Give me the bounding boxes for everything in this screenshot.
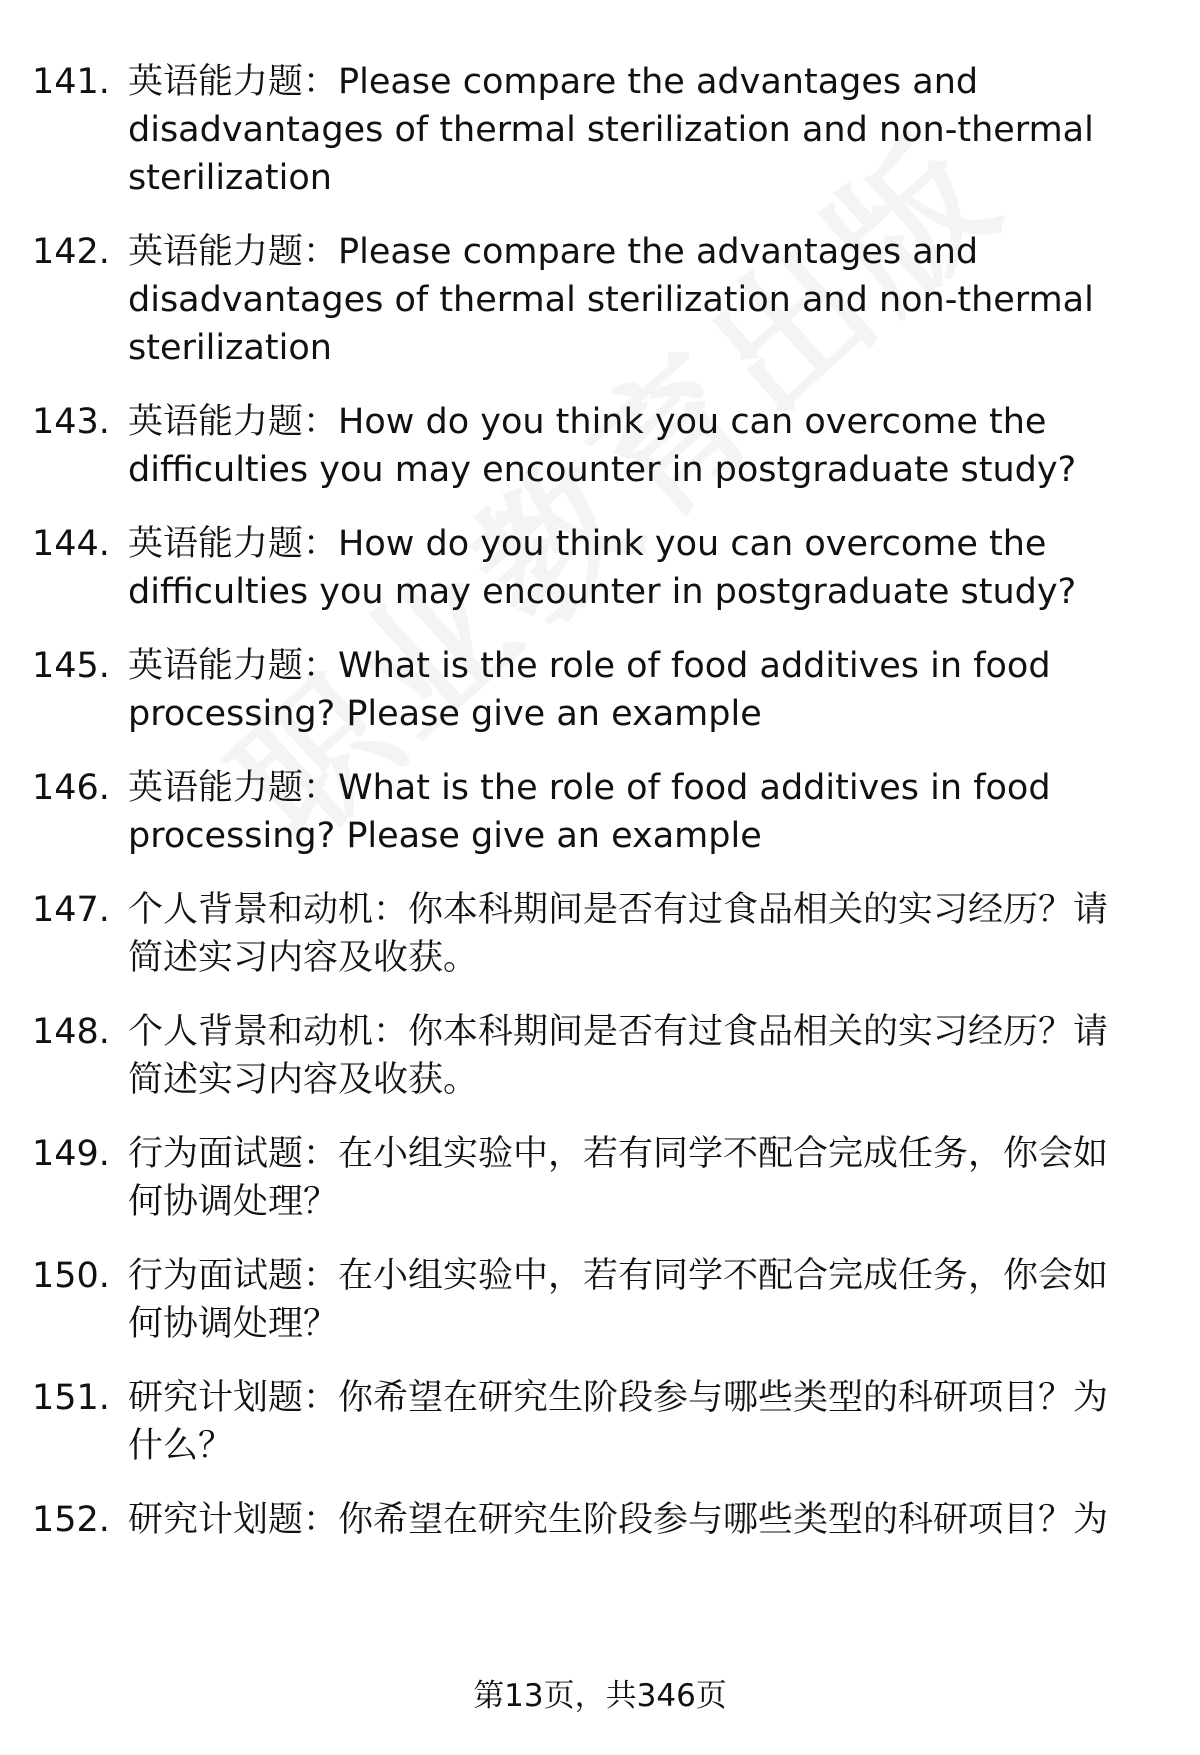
question-number: 148. — [32, 1012, 110, 1052]
question-item — [0, 228, 1200, 372]
question-text: 行为面试题：在小组实验中，若有同学不配合完成任务，你会如 何协调处理？ — [128, 1134, 1109, 1222]
question-item — [0, 520, 1200, 616]
question-number: 151. — [32, 1378, 110, 1418]
question-text: 英语能力题：Please compare the advantages and disadvantages of thermal sterilization and non-thermal sterilization — [128, 232, 1094, 368]
question-number: 144. — [32, 524, 110, 564]
question-number: 152. — [32, 1500, 110, 1540]
question-number: 141. — [32, 62, 110, 102]
question-number: 143. — [32, 402, 110, 442]
question-text: 研究计划题：你希望在研究生阶段参与哪些类型的科研项目？为 什么？ — [128, 1378, 1109, 1466]
question-item — [0, 1496, 1200, 1544]
question-text: 行为面试题：在小组实验中，若有同学不配合完成任务，你会如 何协调处理？ — [128, 1256, 1109, 1344]
question-item — [0, 398, 1200, 494]
page-footer: 第13页，共346页 — [473, 1678, 727, 1714]
question-number: 146. — [32, 768, 110, 808]
question-item — [0, 764, 1200, 860]
question-text: 英语能力题：What is the role of food additives in food processing? Please give an example — [128, 768, 1051, 856]
question-number: 149. — [32, 1134, 110, 1174]
question-item — [0, 1374, 1200, 1470]
question-item — [0, 1130, 1200, 1226]
question-item — [0, 642, 1200, 738]
question-text: 英语能力题：Please compare the advantages and disadvantages of thermal sterilization and non-thermal sterilization — [128, 62, 1094, 198]
question-number: 150. — [32, 1256, 110, 1296]
question-text: 英语能力题：How do you think you can overcome the difficulties you may encounter in postgraduate study? — [128, 402, 1077, 490]
question-number: 145. — [32, 646, 110, 686]
question-text: 研究计划题：你希望在研究生阶段参与哪些类型的科研项目？为 — [128, 1500, 1109, 1540]
question-text: 个人背景和动机：你本科期间是否有过食品相关的实习经历？请 简述实习内容及收获。 — [128, 890, 1109, 978]
question-number: 147. — [32, 890, 110, 930]
question-text: 个人背景和动机：你本科期间是否有过食品相关的实习经历？请 简述实习内容及收获。 — [128, 1012, 1109, 1100]
question-text: 英语能力题：How do you think you can overcome the difficulties you may encounter in postgraduate study? — [128, 524, 1077, 612]
question-item — [0, 886, 1200, 982]
question-item — [0, 1252, 1200, 1348]
question-item — [0, 58, 1200, 202]
question-text: 英语能力题：What is the role of food additives in food processing? Please give an example — [128, 646, 1051, 734]
question-item — [0, 1008, 1200, 1104]
question-number: 142. — [32, 232, 110, 272]
question-list — [0, 58, 1200, 1570]
